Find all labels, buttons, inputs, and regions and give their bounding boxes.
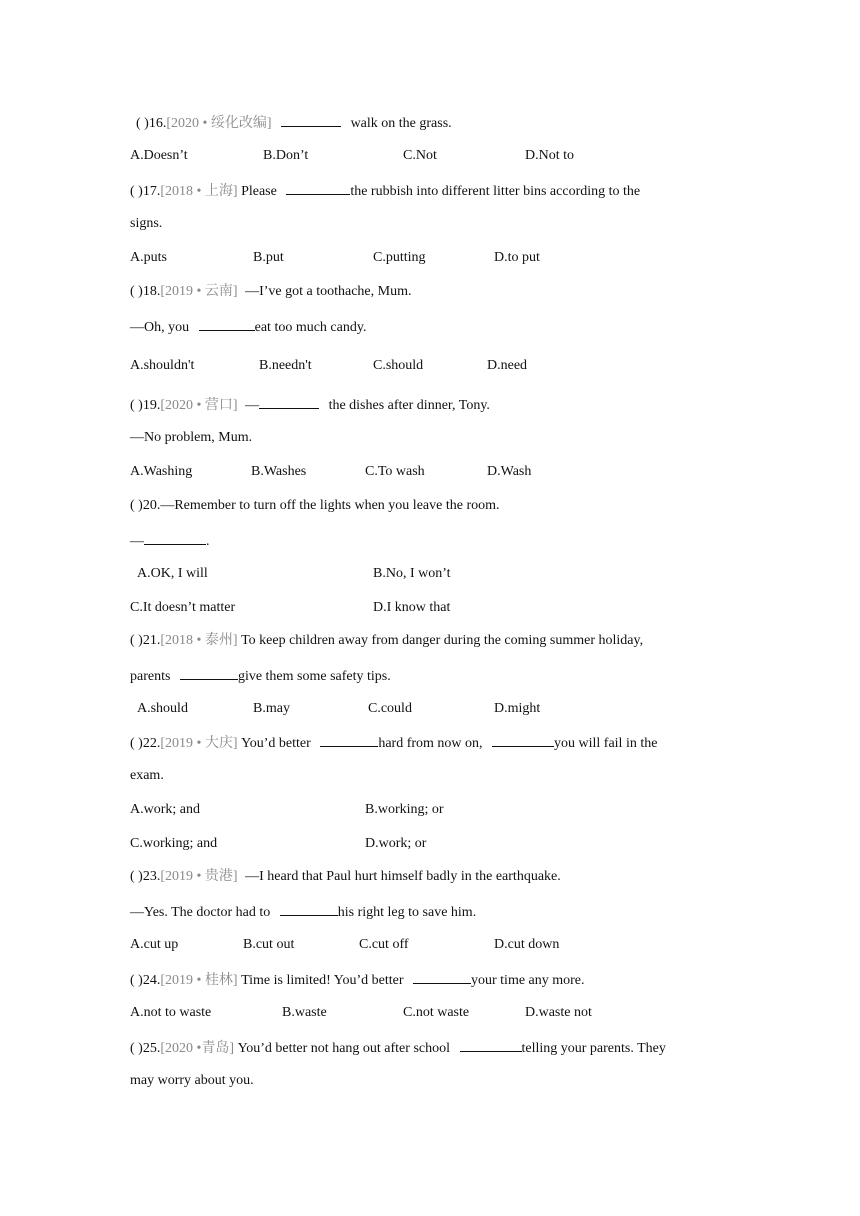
option-c[interactable]: C.To wash xyxy=(365,464,425,479)
option-d[interactable]: D.Wash xyxy=(487,464,532,479)
option-a[interactable]: A.OK, I will xyxy=(137,566,208,581)
question-21: ( )21.[2018 • 泰州] To keep children away from danger during the coming summer holiday, xyxy=(130,633,644,648)
option-a[interactable]: A.not to waste xyxy=(130,1005,212,1020)
option-d[interactable]: D.need xyxy=(487,358,528,373)
option-b[interactable]: B.waste xyxy=(282,1005,327,1020)
question-19: ( )19.[2020 • 营口] — the dishes after dinner, Tony. xyxy=(130,395,490,415)
answer-blank[interactable] xyxy=(180,666,238,680)
question-source: [2018 • 上海] xyxy=(160,184,238,199)
question-source: [2019 • 贵港] xyxy=(160,869,238,884)
answer-blank[interactable] xyxy=(280,902,338,916)
option-a[interactable]: A.Washing xyxy=(130,464,193,479)
question-source: [2020 • 营口] xyxy=(160,398,238,413)
question-20-line2: — . xyxy=(130,531,210,551)
question-23: ( )23.[2019 • 贵港] —I heard that Paul hurt himself badly in the earthquake. xyxy=(130,869,561,884)
option-a[interactable]: A.shouldn't xyxy=(130,358,195,373)
answer-blank[interactable] xyxy=(286,181,350,195)
question-20: ( )20.—Remember to turn off the lights when you leave the room. xyxy=(130,498,500,513)
answer-blank[interactable] xyxy=(492,733,554,747)
option-c[interactable]: C.putting xyxy=(373,250,426,265)
option-c[interactable]: C.should xyxy=(373,358,424,373)
option-c[interactable]: C.Not xyxy=(403,148,437,163)
option-a[interactable]: A.puts xyxy=(130,250,167,265)
question-source: [2018 • 泰州] xyxy=(160,633,238,648)
option-c[interactable]: C.could xyxy=(368,701,412,716)
option-b[interactable]: B.working; or xyxy=(365,802,444,817)
answer-blank[interactable] xyxy=(259,395,319,409)
question-source: [2019 • 云南] xyxy=(160,284,238,299)
option-d[interactable]: D.I know that xyxy=(373,600,451,615)
answer-blank[interactable] xyxy=(413,970,471,984)
option-a[interactable]: A.Doesn’t xyxy=(130,148,188,163)
question-16: ( )16.[2020 • 绥化改编] walk on the grass. xyxy=(136,113,452,133)
option-d[interactable]: D.waste not xyxy=(525,1005,592,1020)
answer-blank[interactable] xyxy=(320,733,378,747)
option-b[interactable]: B.cut out xyxy=(243,937,295,952)
answer-blank[interactable] xyxy=(144,531,206,545)
option-b[interactable]: B.put xyxy=(253,250,284,265)
question-24: ( )24.[2019 • 桂林] Time is limited! You’d better your time any more. xyxy=(130,970,585,990)
question-source: [2020 • 绥化改编] xyxy=(166,116,272,131)
option-a[interactable]: A.work; and xyxy=(130,802,200,817)
answer-blank[interactable] xyxy=(199,317,255,331)
option-d[interactable]: D.cut down xyxy=(494,937,560,952)
option-a[interactable]: A.cut up xyxy=(130,937,179,952)
answer-blank[interactable] xyxy=(281,113,341,127)
option-b[interactable]: B.Don’t xyxy=(263,148,309,163)
question-source: [2020 •青岛] xyxy=(160,1041,235,1056)
option-a[interactable]: A.should xyxy=(137,701,188,716)
question-22-continued: exam. xyxy=(130,768,164,783)
question-25: ( )25.[2020 •青岛] You’d better not hang out after school telling your parents. They xyxy=(130,1038,666,1058)
question-23-line2: —Yes. The doctor had to his right leg to save him. xyxy=(130,902,476,922)
option-b[interactable]: B.No, I won’t xyxy=(373,566,451,581)
question-18: ( )18.[2019 • 云南] —I’ve got a toothache, Mum. xyxy=(130,284,412,299)
option-b[interactable]: B.needn't xyxy=(259,358,312,373)
option-d[interactable]: D.to put xyxy=(494,250,540,265)
option-c[interactable]: C.not waste xyxy=(403,1005,470,1020)
option-b[interactable]: B.Washes xyxy=(251,464,307,479)
question-19-line2: —No problem, Mum. xyxy=(130,430,253,445)
question-source: [2019 • 桂林] xyxy=(160,973,238,988)
option-c[interactable]: C.working; and xyxy=(130,836,218,851)
question-22: ( )22.[2019 • 大庆] You’d better hard from now on, you will fail in the xyxy=(130,733,657,753)
option-c[interactable]: C.cut off xyxy=(359,937,409,952)
question-18-line2: —Oh, you eat too much candy. xyxy=(130,317,366,337)
option-d[interactable]: D.might xyxy=(494,701,541,716)
question-21-line2: parents give them some safety tips. xyxy=(130,666,391,686)
option-c[interactable]: C.It doesn’t matter xyxy=(130,600,236,615)
option-d[interactable]: D.Not to xyxy=(525,148,574,163)
question-17-continued: signs. xyxy=(130,216,163,231)
question-17: ( )17.[2018 • 上海] Please the rubbish into different litter bins according to the xyxy=(130,181,640,201)
option-b[interactable]: B.may xyxy=(253,701,290,716)
question-25-continued: may worry about you. xyxy=(130,1073,254,1088)
answer-blank[interactable] xyxy=(460,1038,522,1052)
option-d[interactable]: D.work; or xyxy=(365,836,427,851)
question-source: [2019 • 大庆] xyxy=(160,736,238,751)
